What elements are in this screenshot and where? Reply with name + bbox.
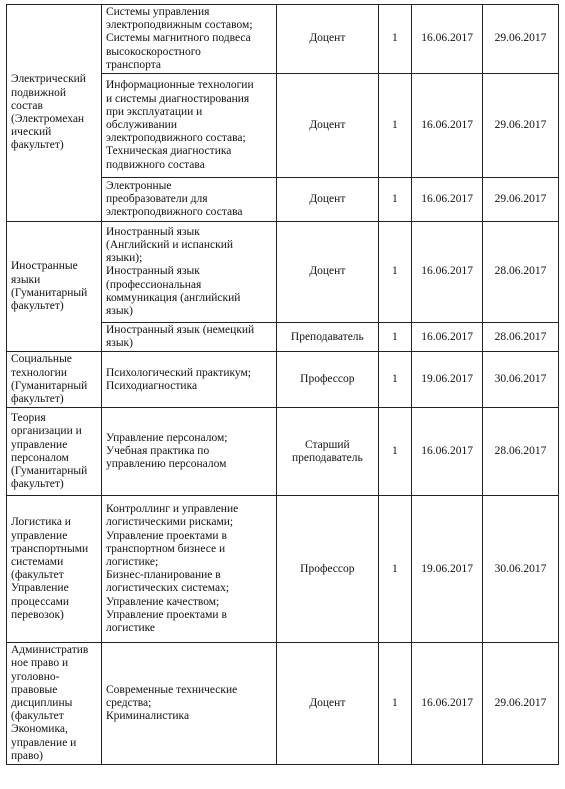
discipline-cell [101, 323, 276, 352]
text-line: (Гуманитарный [11, 379, 88, 392]
text-line: электроподвижным составом; [105, 19, 253, 32]
text-line: Административ [11, 644, 89, 657]
text-line: правовые [11, 683, 58, 696]
text-line: системами [11, 556, 64, 569]
start-date-cell: 16.06.2017 [412, 178, 483, 222]
text-line: (Гуманитарный [11, 286, 88, 299]
discipline-cell [101, 5, 276, 74]
text-line: Техническая диагностика [105, 145, 232, 158]
department-cell [7, 643, 102, 765]
text-line: Системы управления [105, 6, 210, 18]
text-line: Управление проектами в [105, 529, 227, 542]
end-date-cell: 30.06.2017 [482, 496, 558, 643]
start-date-cell: 16.06.2017 [412, 643, 483, 765]
text-line: Теория [11, 412, 46, 425]
text-line: преобразователи для [105, 192, 208, 205]
text-line: Электрический [11, 73, 86, 86]
text-line: (Английский и испанский [105, 239, 234, 251]
text-line: Социальные [11, 353, 72, 366]
text-line: подвижного состава [105, 158, 205, 171]
discipline-cell [101, 408, 276, 496]
text-line: ический [11, 126, 52, 139]
text-line: электроподвижного состава [105, 206, 243, 219]
quantity-cell: 1 [378, 496, 412, 643]
position-cell [277, 408, 378, 496]
text-line: перевозок) [11, 608, 64, 621]
text-line: языки [11, 273, 41, 286]
text-line: высокоскоростного [105, 45, 201, 58]
department-cell [7, 222, 102, 352]
discipline-cell [101, 352, 276, 408]
quantity-cell: 1 [378, 643, 412, 765]
text-line: управление [11, 438, 68, 451]
quantity-cell: 1 [378, 323, 412, 352]
text-line: электроподвижного состава; [105, 132, 246, 145]
quantity-cell: 1 [378, 408, 412, 496]
text-line: Управление проектами в [105, 608, 227, 621]
position-cell [277, 352, 378, 408]
text-line: средства; [105, 697, 152, 710]
text-line: факультет) [11, 393, 64, 406]
text-line: персоналом [11, 451, 69, 464]
end-date-cell: 29.06.2017 [482, 178, 558, 222]
staff-table [6, 4, 559, 765]
quantity-cell: 1 [378, 352, 412, 408]
text-line: ное право и [11, 657, 69, 670]
start-date-cell: 16.06.2017 [412, 222, 483, 323]
start-date-cell: 19.06.2017 [412, 496, 483, 643]
end-date-cell: 29.06.2017 [482, 74, 558, 178]
text-line: Учебная практика по [105, 445, 210, 458]
table-row [7, 643, 559, 765]
department-cell [7, 496, 102, 643]
text-line: Контроллинг и управление [105, 503, 239, 516]
text-line: Доцент [309, 118, 346, 131]
end-date-cell: 28.06.2017 [482, 408, 558, 496]
text-line: Иностранный язык (немецкий [105, 324, 255, 337]
discipline-cell [101, 178, 276, 222]
text-line: Доцент [309, 265, 346, 278]
table-row [7, 222, 559, 323]
text-line: факультет) [11, 139, 64, 152]
position-cell [277, 178, 378, 222]
text-line: (Электромехан [11, 113, 85, 125]
position-cell [277, 222, 378, 323]
end-date-cell: 29.06.2017 [482, 5, 558, 74]
text-line: логистике [105, 622, 156, 635]
text-line: состав [11, 99, 43, 112]
end-date-cell: 28.06.2017 [482, 222, 558, 323]
text-line: управлению персоналом [105, 458, 227, 471]
text-line: факультет) [11, 478, 64, 491]
start-date-cell: 19.06.2017 [412, 352, 483, 408]
table-row [7, 352, 559, 408]
table-body [7, 5, 559, 765]
text-line: Логистика и [11, 516, 71, 529]
text-line: Электронные [105, 179, 172, 192]
text-line: язык) [105, 305, 133, 318]
text-line: (факультет [11, 710, 64, 723]
discipline-cell [101, 643, 276, 765]
text-line: факультет) [11, 299, 64, 312]
quantity-cell: 1 [378, 5, 412, 74]
position-cell [277, 643, 378, 765]
text-line: Старший [304, 438, 350, 451]
text-line: Современные технические [105, 683, 238, 696]
text-line: Управление [11, 582, 69, 595]
text-line: Бизнес-планирование в [105, 569, 221, 582]
department-cell [7, 408, 102, 496]
text-line: преподаватель [291, 451, 363, 464]
text-line: Психодиагностика [105, 379, 198, 392]
text-line: при эксплуатации и [105, 105, 203, 118]
end-date-cell: 29.06.2017 [482, 643, 558, 765]
text-line: Управление персоналом; [105, 431, 228, 444]
text-line: и системы диагностирования [105, 92, 250, 105]
text-line: транспортными [11, 542, 89, 555]
text-line: управление и [11, 736, 77, 749]
position-cell [277, 323, 378, 352]
position-cell [277, 496, 378, 643]
start-date-cell: 16.06.2017 [412, 408, 483, 496]
department-cell [7, 352, 102, 408]
text-line: Профессор [300, 373, 355, 386]
start-date-cell: 16.06.2017 [412, 74, 483, 178]
text-line: логистическими рисками; [105, 516, 234, 529]
text-line: Профессор [300, 562, 355, 575]
text-line: (факультет [11, 569, 64, 582]
text-line: процессами [11, 595, 70, 608]
text-line: (Гуманитарный [11, 464, 88, 477]
text-line: Криминалистика [105, 710, 190, 723]
text-line: Доцент [309, 697, 346, 710]
end-date-cell: 28.06.2017 [482, 323, 558, 352]
start-date-cell: 16.06.2017 [412, 5, 483, 74]
text-line: право) [11, 749, 43, 762]
end-date-cell: 30.06.2017 [482, 352, 558, 408]
text-line: Психологический практикум; [105, 366, 251, 379]
position-cell [277, 5, 378, 74]
discipline-cell [101, 496, 276, 643]
text-line: Управление качеством; [105, 595, 220, 608]
table-row [7, 408, 559, 496]
text-line: язык) [105, 337, 133, 350]
text-line: Преподаватель [290, 330, 364, 343]
text-line: языки); [105, 252, 143, 265]
discipline-cell [101, 74, 276, 178]
table-row [7, 5, 559, 74]
text-line: Доцент [309, 32, 346, 45]
quantity-cell: 1 [378, 74, 412, 178]
department-cell [7, 5, 102, 222]
text-line: технологии [11, 366, 67, 379]
text-line: дисциплины [11, 697, 73, 710]
table-row [7, 496, 559, 643]
text-line: уголовно- [11, 670, 60, 683]
text-line: логистике; [105, 556, 159, 569]
text-line: Иностранный язык [105, 265, 200, 278]
text-line: коммуникация (английский [105, 291, 241, 304]
text-line: управление [11, 529, 68, 542]
text-line: Экономика, [11, 723, 68, 736]
text-line: (профессиональная [105, 278, 202, 291]
text-line: подвижной [11, 86, 67, 99]
quantity-cell: 1 [378, 178, 412, 222]
text-line: транспортном бизнесе и [105, 542, 226, 555]
position-cell [277, 74, 378, 178]
text-line: логистических системах; [105, 582, 230, 595]
text-line: Доцент [309, 192, 346, 205]
text-line: Системы магнитного подвеса [105, 32, 251, 45]
discipline-cell [101, 222, 276, 323]
text-line: обслуживании [105, 118, 177, 131]
quantity-cell: 1 [378, 222, 412, 323]
text-line: организации и [11, 425, 82, 438]
start-date-cell: 16.06.2017 [412, 323, 483, 352]
text-line: Информационные технологии [105, 79, 254, 92]
text-line: транспорта [105, 58, 162, 71]
text-line: Иностранные [11, 260, 78, 273]
text-line: Иностранный язык [105, 225, 200, 238]
